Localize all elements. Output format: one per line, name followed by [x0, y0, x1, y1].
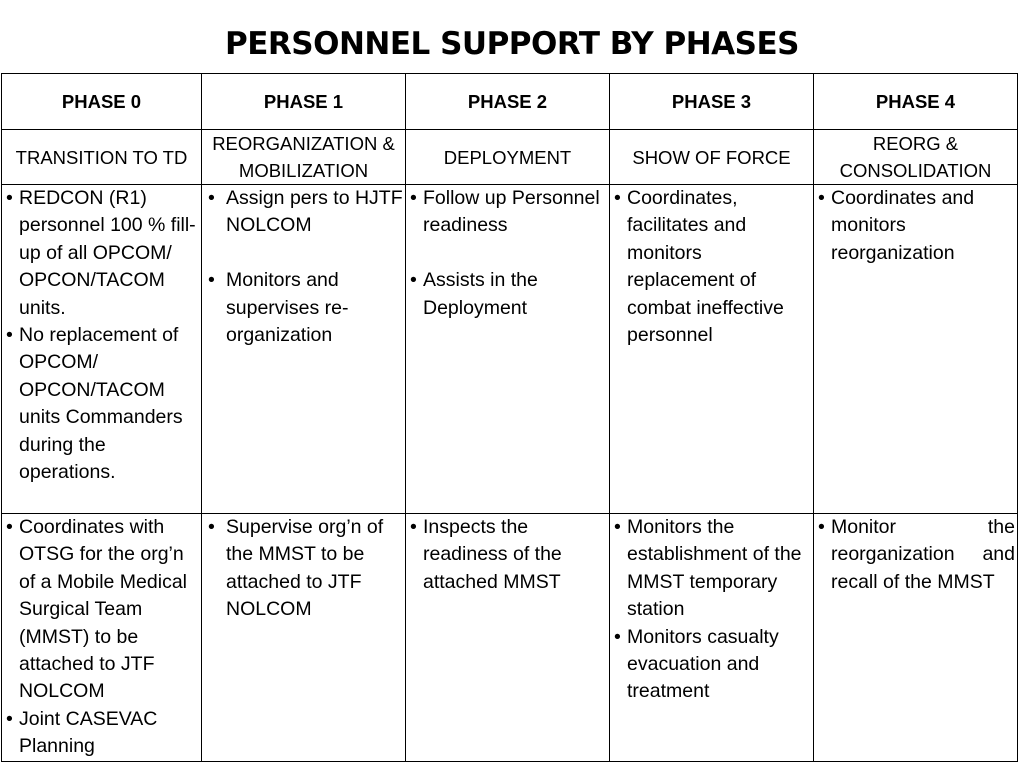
phase-2-name: DEPLOYMENT — [406, 130, 610, 185]
phase-4-name: REORG & CONSOLIDATION — [814, 130, 1018, 185]
phase-2-row1-cell — [406, 185, 610, 514]
list-item: • Coordinates and monitors reorganization — [818, 185, 1015, 267]
table-row — [2, 514, 1018, 762]
list-item: • Assists in the Deployment — [410, 267, 607, 322]
list-item: • Supervise org’n of the MMST to be attached to JTF NOLCOM — [206, 514, 403, 624]
list-item: • Coordinates with OTSG for the org’n of a Mobile Medical Surgical Team (MMST) to be attached to JTF NOLCOM — [6, 514, 199, 706]
list-item: • REDCON (R1) personnel 100 % fill-up of all OPCOM/ OPCON/TACOM units. — [6, 185, 199, 322]
phase-names-row — [2, 130, 1018, 185]
list-item: • Monitors casualty evacuation and treatment — [614, 624, 811, 706]
list-item: • Monitors and supervises re-organization — [206, 267, 403, 349]
phase-0-name: TRANSITION TO TD — [2, 130, 202, 185]
phase-4-row2-cell — [814, 514, 1018, 762]
phase-3-name: SHOW OF FORCE — [610, 130, 814, 185]
list-item: • Inspects the readiness of the attached MMST — [410, 514, 607, 596]
list-item: • No replacement of OPCOM/ OPCON/TACOM units Commanders during the operations. — [6, 322, 199, 486]
list-item: • Coordinates, facilitates and monitors replacement of combat ineffective personnel — [614, 185, 811, 349]
phase-4-header: PHASE 4 — [814, 74, 1018, 130]
phase-0-row2-cell — [2, 514, 202, 762]
list-item: • Monitor the reorganization and recall of the MMST — [818, 514, 1015, 596]
phase-3-header: PHASE 3 — [610, 74, 814, 130]
phase-2-header: PHASE 2 — [406, 74, 610, 130]
table-row — [2, 185, 1018, 514]
phase-4-row1-cell — [814, 185, 1018, 514]
list-item: • Joint CASEVAC Planning — [6, 706, 199, 761]
phase-1-row1-cell — [202, 185, 406, 514]
phase-3-row1-cell — [610, 185, 814, 514]
phase-3-row2-cell — [610, 514, 814, 762]
phase-0-row1-cell — [2, 185, 202, 514]
list-item: • Follow up Personnel readiness — [410, 185, 607, 240]
phase-1-row2-cell — [202, 514, 406, 762]
list-item: • Assign pers to HJTF NOLCOM — [206, 185, 403, 240]
table-header-row — [2, 74, 1018, 130]
phase-1-header: PHASE 1 — [202, 74, 406, 130]
phase-2-row2-cell — [406, 514, 610, 762]
phase-0-header: PHASE 0 — [2, 74, 202, 130]
phases-table — [1, 73, 1018, 762]
page-title: PERSONNEL SUPPORT BY PHASES — [225, 26, 799, 62]
phase-1-name: REORGANIZATION & MOBILIZATION — [202, 130, 406, 185]
list-item: • Monitors the establishment of the MMST temporary station — [614, 514, 811, 624]
